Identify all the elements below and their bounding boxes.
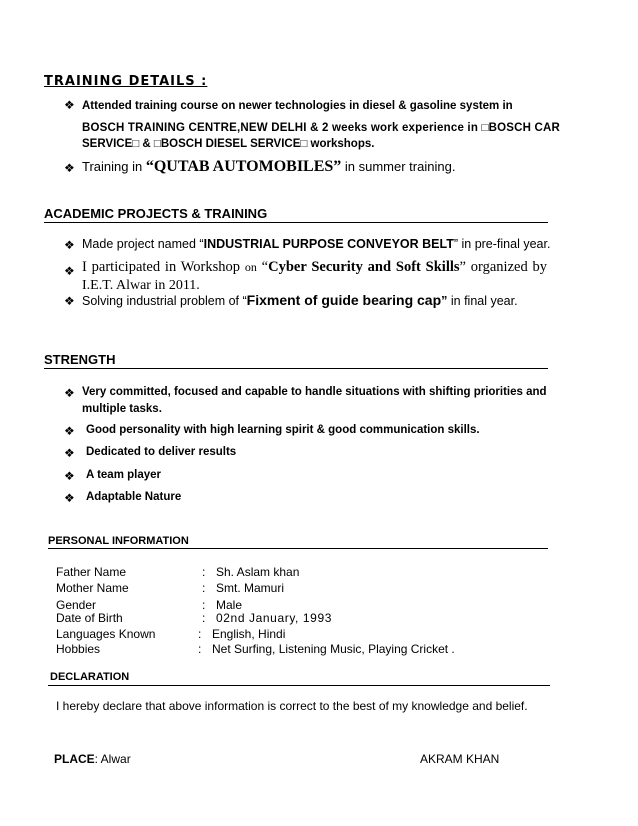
colon: : (198, 627, 202, 641)
academic-item-1-post: ” in pre-final year. (453, 237, 551, 251)
strength-item-5: Adaptable Nature (86, 491, 182, 503)
academic-item-2-pre: I participated in Workshop (82, 259, 245, 275)
academic-item-3-problem: Fixment of guide bearing cap (246, 292, 442, 308)
dob-value: 02nd January, 1993 (216, 611, 332, 625)
academic-item-2-workshop: Cyber Security and Soft Skills (268, 259, 460, 275)
academic-heading: ACADEMIC PROJECTS & TRAINING (44, 206, 268, 221)
languages-value: English, Hindi (212, 627, 286, 641)
academic-item-2-on: on (244, 260, 257, 274)
training-item-2 (82, 158, 455, 175)
father-name-label: Father Name (56, 565, 127, 579)
academic-item-3-post: in final year. (447, 294, 518, 308)
academic-item-1 (82, 236, 550, 253)
father-name-value: Sh. Aslam khan (216, 565, 300, 579)
training-item-2-pre: Training in (82, 159, 146, 174)
academic-item-3-quote: ” (441, 294, 448, 308)
hobbies-label: Hobbies (56, 642, 101, 656)
personal-heading: PERSONAL INFORMATION (48, 535, 189, 547)
bullet-icon: ❖ (64, 264, 75, 278)
declaration-heading: DECLARATION (50, 671, 130, 683)
dob-label: Date of Birth (56, 611, 123, 625)
languages-label: Languages Known (56, 627, 156, 641)
mother-name-label: Mother Name (56, 581, 129, 595)
strength-heading: STRENGTH (44, 352, 116, 367)
bullet-icon: ❖ (64, 98, 75, 112)
academic-item-2 (82, 259, 562, 276)
academic-item-1-pre: Made project named “ (82, 237, 204, 251)
declaration-divider (48, 685, 550, 686)
academic-item-2-line2: I.E.T. Alwar in 2011. (82, 278, 200, 293)
training-heading: TRAINING DETAILS : (44, 74, 208, 89)
place-label: PLACE (54, 752, 95, 766)
strength-divider (44, 368, 548, 369)
academic-item-2-post: ” organized by (459, 259, 548, 275)
strength-item-4: A team player (86, 469, 161, 481)
training-item-1-line2: BOSCH TRAINING CENTRE,NEW DELHI & 2 weeks work experience in □BOSCH CAR (82, 122, 561, 134)
signature-name: AKRAM KHAN (420, 752, 500, 766)
mother-name-value: Smt. Mamuri (216, 581, 285, 595)
colon: : (202, 598, 206, 612)
colon: : (202, 565, 206, 579)
strength-item-3: Dedicated to deliver results (86, 446, 237, 458)
place-value: : Alwar (94, 752, 131, 766)
academic-item-3-pre: Solving industrial problem of “ (82, 294, 247, 308)
personal-divider (48, 548, 548, 549)
colon: : (202, 611, 206, 625)
gender-label: Gender (56, 598, 97, 612)
bullet-icon: ❖ (64, 294, 75, 308)
hobbies-value: Net Surfing, Listening Music, Playing Cricket . (212, 642, 455, 656)
training-item-2-company: “QUTAB AUTOMOBILES” (145, 158, 342, 175)
training-item-2-post: in summer training. (341, 159, 456, 174)
training-item-1: Attended training course on newer technologies in diesel & gasoline system in (82, 100, 513, 112)
gender-value: Male (216, 598, 243, 612)
strength-item-2: Good personality with high learning spirit & good communication skills. (86, 424, 480, 436)
bullet-icon: ❖ (64, 446, 75, 460)
academic-divider (44, 222, 548, 223)
place (54, 752, 131, 766)
bullet-icon: ❖ (64, 161, 75, 175)
academic-item-3 (82, 292, 518, 310)
bullet-icon: ❖ (64, 386, 75, 400)
colon: : (202, 581, 206, 595)
training-item-1-line3: SERVICE□ & □BOSCH DIESEL SERVICE□ workshops. (82, 138, 375, 150)
bullet-icon: ❖ (64, 491, 75, 505)
bullet-icon: ❖ (64, 424, 75, 438)
bullet-icon: ❖ (64, 238, 75, 252)
strength-item-1-line2: multiple tasks. (82, 403, 162, 415)
colon: : (198, 642, 202, 656)
academic-item-2-quote: “ (256, 259, 269, 275)
bullet-icon: ❖ (64, 469, 75, 483)
declaration-text: I hereby declare that above information is correct to the best of my knowledge and belief. (56, 699, 528, 713)
academic-item-1-project: INDUSTRIAL PURPOSE CONVEYOR BELT (203, 237, 454, 251)
strength-item-1: Very committed, focused and capable to handle situations with shifting priorities and (82, 386, 547, 398)
